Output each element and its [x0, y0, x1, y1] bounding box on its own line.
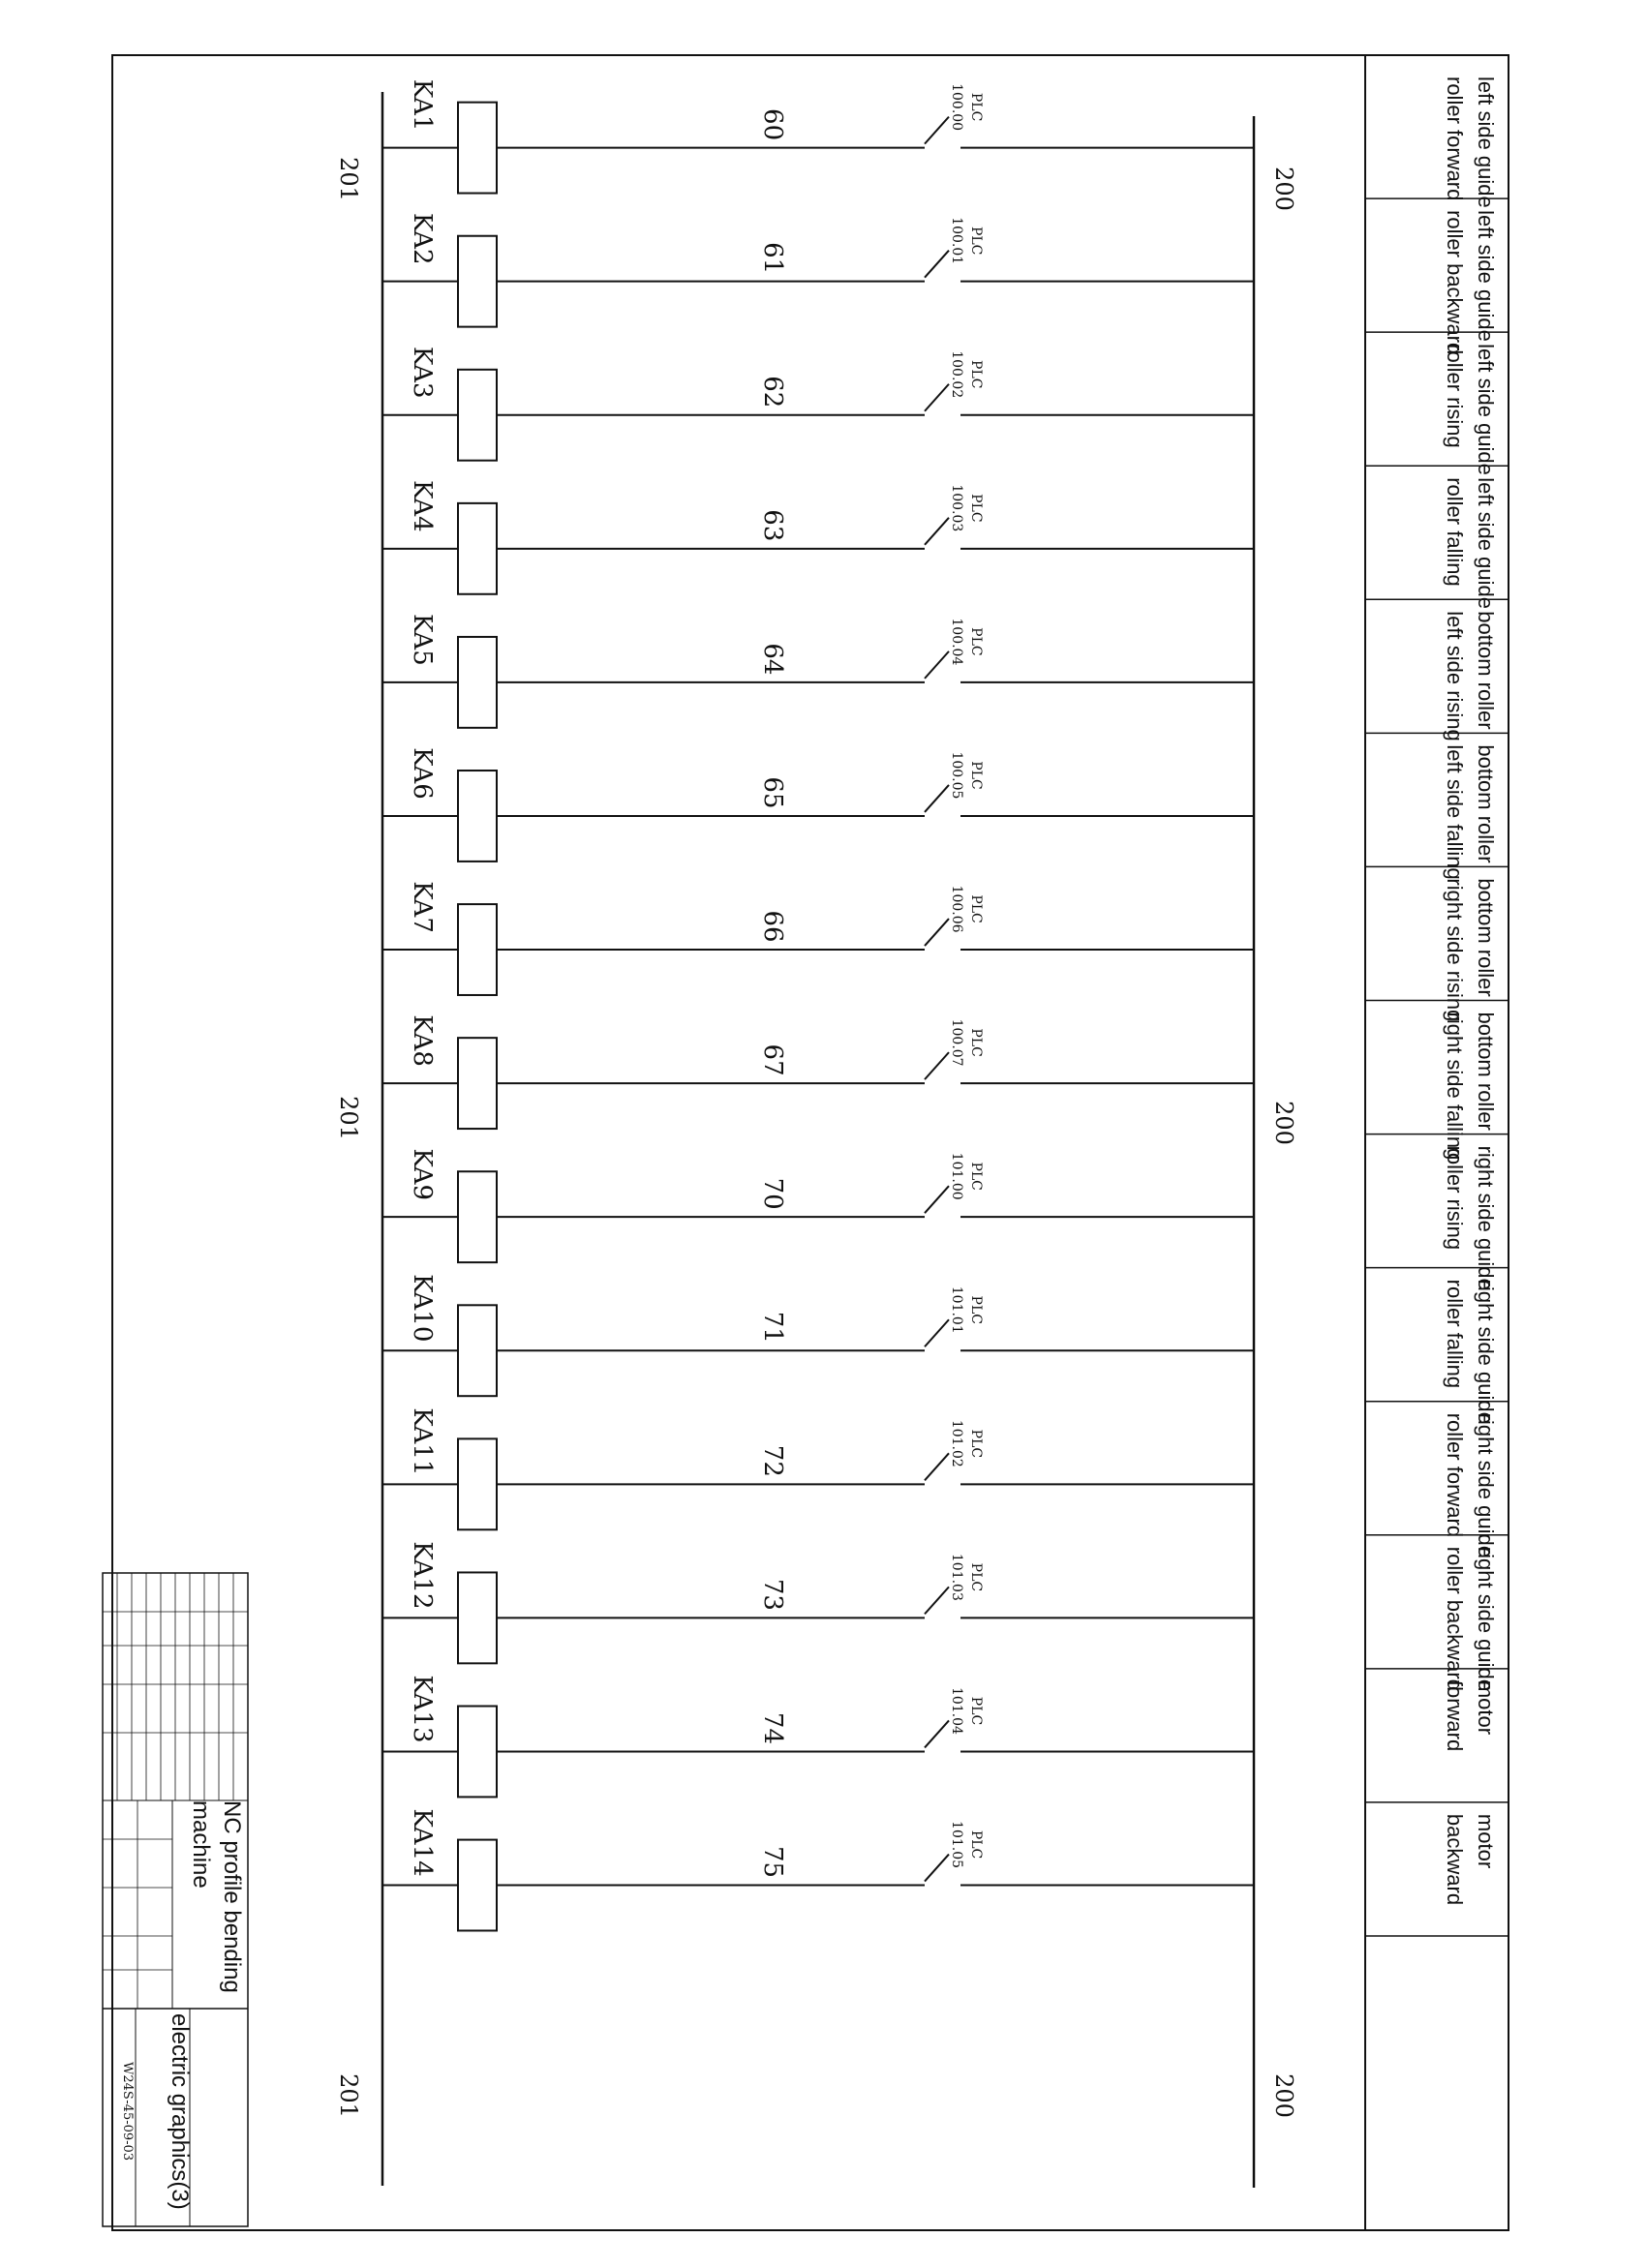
- function-label-11: right side guide: [1474, 1412, 1498, 1557]
- plc-contact-2: [925, 251, 949, 278]
- relay-coil-13: [458, 1707, 497, 1798]
- plc-contact-10: [925, 1319, 949, 1346]
- contact-prefix-label: PLC: [968, 494, 984, 523]
- function-label-7: right side rising: [1443, 878, 1467, 1022]
- plc-address-6: 100.05: [949, 751, 964, 800]
- relay-label-14: KA14: [408, 1808, 437, 1877]
- plc-address-3: 100.02: [949, 350, 964, 399]
- wire-number-11: 72: [758, 1444, 787, 1477]
- function-label-7: bottom roller: [1474, 878, 1498, 997]
- relay-coil-1: [458, 103, 497, 194]
- function-label-8: bottom roller: [1474, 1012, 1498, 1131]
- contact-prefix-label: PLC: [968, 92, 984, 122]
- plc-contact-12: [925, 1587, 949, 1614]
- plc-contact-4: [925, 518, 949, 545]
- relay-label-11: KA11: [408, 1407, 437, 1476]
- function-label-8: right side falling: [1443, 1012, 1467, 1161]
- relay-coil-2: [458, 236, 497, 327]
- function-label-10: right side guide: [1474, 1279, 1498, 1424]
- plc-address-2: 100.01: [949, 217, 964, 265]
- relay-coil-3: [458, 370, 497, 461]
- wire-number-14: 75: [758, 1845, 787, 1879]
- function-label-6: left side falling: [1443, 744, 1467, 880]
- bus-200-label-bottom: 200: [1270, 2073, 1297, 2118]
- plc-contact-3: [925, 384, 949, 411]
- relay-label-7: KA7: [408, 881, 437, 933]
- contact-prefix-label: PLC: [968, 1696, 984, 1726]
- plc-contact-11: [925, 1453, 949, 1480]
- contact-prefix-label: PLC: [968, 360, 984, 389]
- function-label-12: roller backward: [1443, 1546, 1467, 1691]
- plc-address-13: 101.04: [949, 1686, 964, 1735]
- title-block: [103, 1573, 248, 2226]
- relay-coil-12: [458, 1572, 497, 1663]
- contact-prefix-label: PLC: [968, 1562, 984, 1592]
- plc-contact-7: [925, 919, 949, 946]
- function-label-1: left side guide: [1474, 76, 1498, 208]
- function-label-13: motor: [1474, 1679, 1498, 1736]
- plc-address-7: 100.06: [949, 885, 964, 933]
- relay-label-8: KA8: [408, 1014, 437, 1067]
- relay-coil-6: [458, 771, 497, 862]
- relay-coil-11: [458, 1438, 497, 1529]
- function-label-14: motor: [1474, 1813, 1498, 1869]
- relay-label-10: KA10: [408, 1274, 437, 1343]
- function-label-1: roller forward: [1443, 76, 1467, 201]
- wire-number-3: 62: [758, 376, 787, 408]
- plc-address-4: 100.03: [949, 484, 964, 532]
- plc-address-14: 101.05: [949, 1821, 964, 1869]
- contact-prefix-label: PLC: [968, 1295, 984, 1324]
- function-label-3: roller rising: [1443, 344, 1467, 448]
- relay-label-1: KA1: [408, 78, 437, 132]
- function-label-14: backward: [1443, 1813, 1467, 1906]
- relay-coil-9: [458, 1171, 497, 1262]
- plc-address-1: 100.00: [949, 83, 964, 132]
- contact-prefix-label: PLC: [968, 1028, 984, 1057]
- relay-coil-10: [458, 1305, 497, 1396]
- wire-number-7: 66: [758, 910, 787, 943]
- plc-contact-9: [925, 1186, 949, 1213]
- drawing-border: [112, 55, 1509, 2230]
- plc-address-5: 100.04: [949, 618, 964, 666]
- contact-prefix-label: PLC: [968, 226, 984, 256]
- function-label-6: bottom roller: [1474, 744, 1498, 863]
- plc-contact-8: [925, 1052, 949, 1079]
- function-label-5: bottom roller: [1474, 611, 1498, 730]
- contact-prefix-label: PLC: [968, 1162, 984, 1191]
- function-label-10: roller falling: [1443, 1279, 1467, 1389]
- bus-200-label-mid: 200: [1270, 1101, 1297, 1145]
- plc-contact-1: [925, 117, 949, 144]
- function-label-12: right side guide: [1474, 1546, 1498, 1692]
- title-block-drawing-number: W24S-45-09-03: [120, 2062, 135, 2162]
- relay-coil-7: [458, 904, 497, 995]
- relay-label-6: KA6: [408, 747, 437, 800]
- contact-prefix-label: PLC: [968, 1830, 984, 1860]
- rungs-group: [382, 76, 1509, 1936]
- wire-number-10: 71: [758, 1311, 787, 1344]
- function-label-4: roller falling: [1443, 477, 1467, 587]
- relay-label-2: KA2: [408, 212, 437, 265]
- function-label-2: roller backward: [1443, 210, 1467, 355]
- wire-number-4: 63: [758, 509, 787, 542]
- title-block-subtitle: machine: [188, 1800, 214, 1889]
- bus-201-label-mid: 201: [335, 1096, 362, 1140]
- relay-coil-14: [458, 1840, 497, 1931]
- function-label-13: forward: [1443, 1679, 1467, 1752]
- relay-coil-5: [458, 637, 497, 728]
- wire-number-13: 74: [758, 1711, 787, 1745]
- relay-label-13: KA13: [408, 1675, 437, 1743]
- function-label-4: left side guide: [1474, 477, 1498, 609]
- bus-200-label-top: 200: [1270, 166, 1297, 211]
- bus-201-label-bottom: 201: [335, 2073, 362, 2118]
- bus-201-label-top: 201: [335, 157, 362, 201]
- plc-address-10: 101.01: [949, 1285, 964, 1334]
- plc-contact-14: [925, 1855, 949, 1882]
- relay-coil-8: [458, 1038, 497, 1129]
- relay-label-3: KA3: [408, 346, 437, 399]
- function-label-11: roller forward: [1443, 1412, 1467, 1538]
- function-label-9: roller rising: [1443, 1145, 1467, 1251]
- function-label-9: right side guide: [1474, 1145, 1498, 1290]
- title-block-title: NC profile bending: [219, 1800, 245, 1993]
- plc-address-9: 101.00: [949, 1152, 964, 1200]
- wire-number-2: 61: [758, 242, 787, 275]
- plc-address-12: 101.03: [949, 1553, 964, 1601]
- relay-label-5: KA5: [408, 614, 437, 666]
- contact-prefix-label: PLC: [968, 627, 984, 656]
- function-label-3: left side guide: [1474, 344, 1498, 475]
- wire-number-9: 70: [758, 1177, 787, 1210]
- title-block-drawing-name: electric graphics(3): [167, 2013, 193, 2210]
- plc-address-11: 101.02: [949, 1419, 964, 1467]
- wire-number-8: 67: [758, 1043, 787, 1076]
- relay-label-9: KA9: [408, 1148, 437, 1201]
- plc-address-8: 100.07: [949, 1018, 964, 1067]
- plc-contact-6: [925, 785, 949, 812]
- relay-coil-4: [458, 503, 497, 594]
- contact-prefix-label: PLC: [968, 1429, 984, 1459]
- wire-number-12: 73: [758, 1578, 787, 1611]
- contact-prefix-label: PLC: [968, 894, 984, 923]
- relay-label-4: KA4: [408, 479, 437, 532]
- function-label-2: left side guide: [1474, 210, 1498, 342]
- plc-contact-13: [925, 1720, 949, 1747]
- relay-label-12: KA12: [408, 1541, 437, 1610]
- wire-number-1: 60: [758, 108, 787, 141]
- contact-prefix-label: PLC: [968, 761, 984, 790]
- plc-contact-5: [925, 651, 949, 679]
- wire-number-5: 64: [758, 643, 787, 676]
- function-label-5: left side rising: [1443, 611, 1467, 741]
- wire-number-6: 65: [758, 776, 787, 809]
